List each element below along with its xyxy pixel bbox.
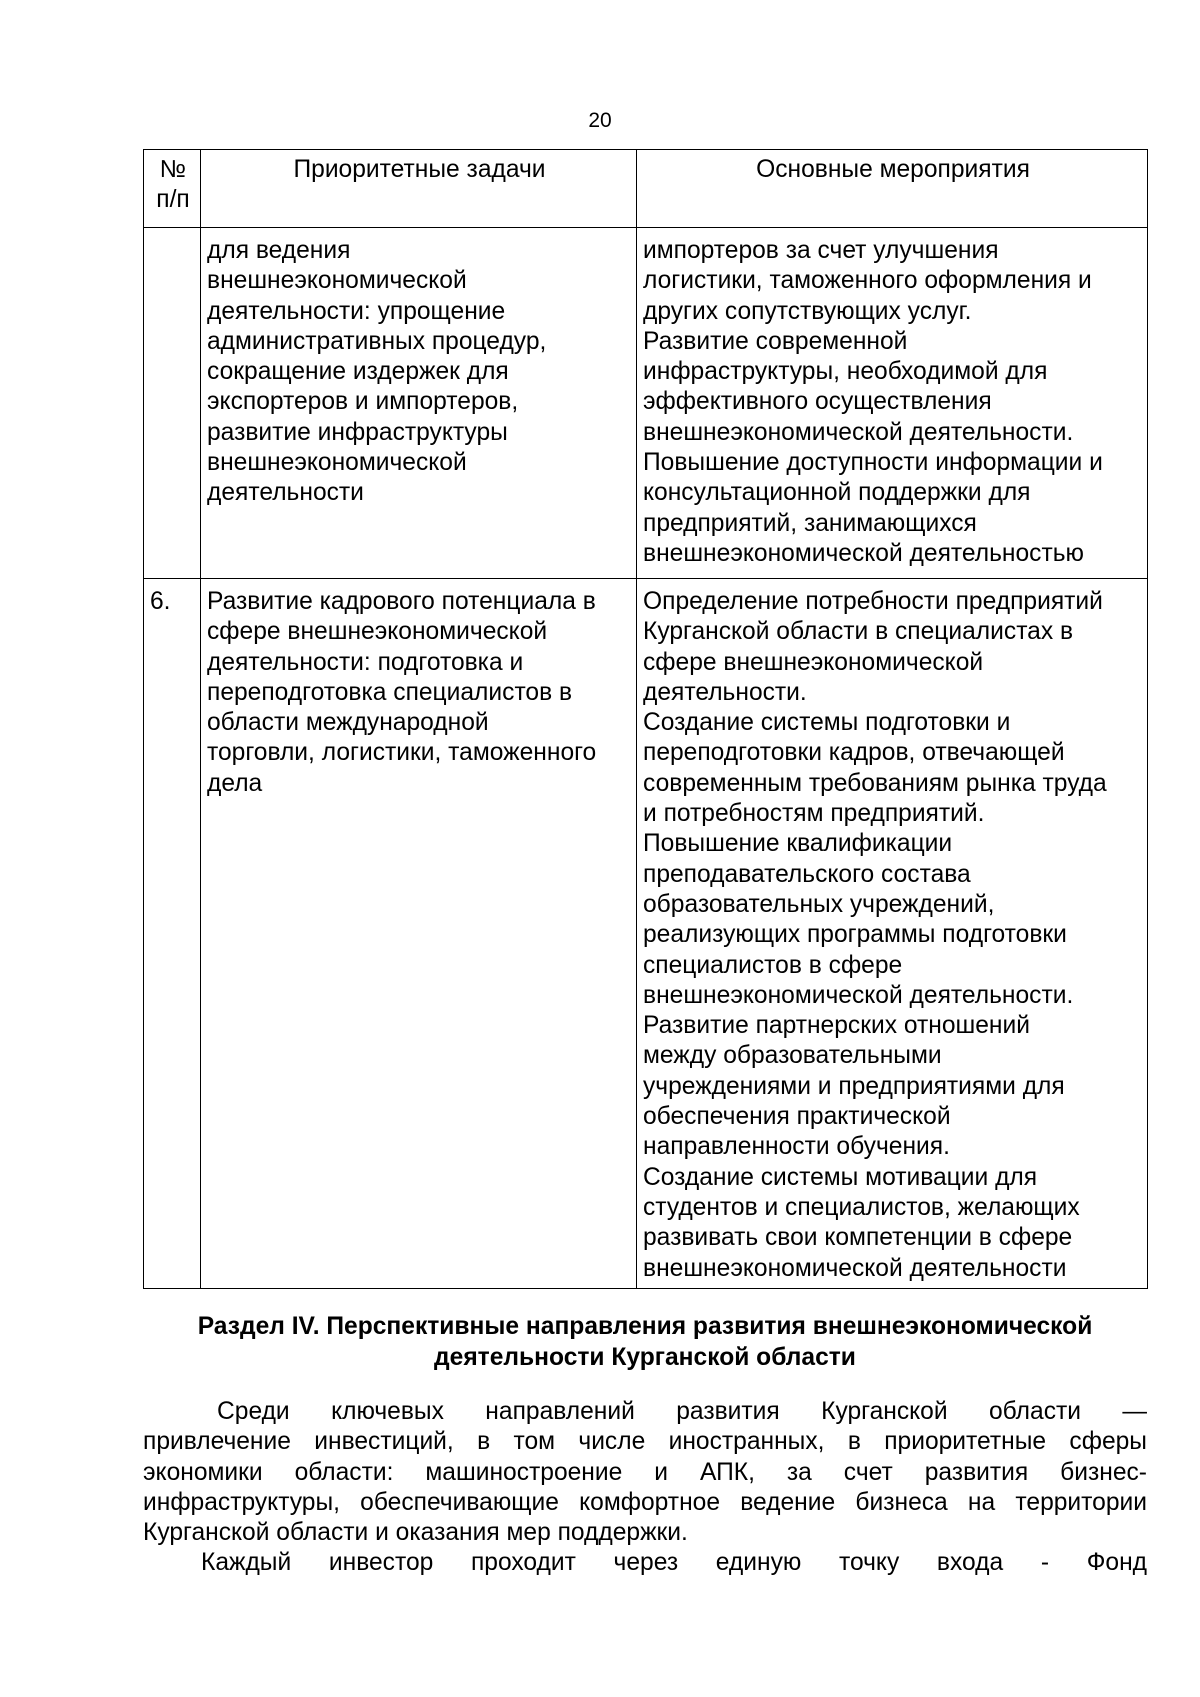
cell-text-line: учреждениями и предприятиями для [643,1072,1065,1100]
cell-text-line: специалистов в сфере [643,951,903,979]
action-cell [637,579,1148,1289]
cell-text-line: Создание системы подготовки и [643,709,1011,737]
cell-text-line: внешнеэкономической деятельности. [643,981,1074,1009]
cell-text-line: направленности обучения. [643,1133,950,1161]
cell-text-line: деятельности. [643,678,807,706]
task-cell [201,228,637,579]
cell-text-line: внешнеэкономической деятельности. [643,418,1074,446]
cell-text-line: обеспечения практической [643,1103,951,1131]
cell-text-line: административных процедур, [207,327,547,355]
cell-text-line: преподавательского состава [643,860,971,888]
cell-text-line: эффективного осуществления [643,388,992,416]
page-number: 20 [588,109,612,132]
cell-text-line: деятельности [207,479,364,507]
cell-text-line: между образовательными [643,1042,942,1070]
cell-text-line: переподготовки кадров, отвечающей [643,739,1065,767]
header-num: № п/п [144,150,201,228]
cell-text-line: Определение потребности предприятий [643,588,1103,615]
section-heading-line: Раздел IV. Перспективные направления развития внешнеэкономической [197,1313,1093,1340]
action-cell [637,228,1148,579]
header-actions: Основные мероприятия [637,150,1148,228]
cell-text-line: переподготовка специалистов в [207,678,573,706]
cell-text-line: современным требованиям рынка труда [643,769,1107,797]
cell-text-line: студентов и специалистов, желающих [643,1193,1080,1221]
cell-text-line: инфраструктуры, необходимой для [643,358,1048,386]
cell-text-line: сокращение издержек для [207,358,509,386]
cell-text-line: импортеров за счет улучшения [643,237,999,264]
paragraph-line: экономики области: машиностроение и АПК, за счет развития бизнес- [143,1458,1147,1486]
cell-text-line: торговли, логистики, таможенного [207,739,597,767]
cell-text-line: Повышение доступности информации и [643,449,1103,477]
cell-text-line: деятельности: упрощение [207,297,506,325]
cell-text-line: внешнеэкономической [207,267,467,295]
paragraph-line: инфраструктуры, обеспечивающие комфортное ведение бизнеса на территории [143,1488,1147,1516]
cell-text-line: развитие инфраструктуры [207,418,508,446]
cell-text-line: сфере внешнеэкономической [207,618,548,646]
paragraph-line: привлечение инвестиций, в том числе иностранных, в приоритетные сферы [143,1428,1147,1456]
row-number-cell [144,228,201,579]
cell-text-line: Развитие партнерских отношений [643,1012,1030,1040]
row-number-cell: 6. [144,579,201,1289]
table-row [144,579,1148,1289]
section-heading [143,1311,1147,1373]
paragraph-line: Курганской области и оказания мер поддержки. [143,1519,688,1547]
cell-text-line: дела [207,769,263,797]
cell-text-line: консультационной поддержки для [643,479,1031,507]
cell-text-line: сфере внешнеэкономической [643,648,984,676]
section-heading-line: деятельности Курганской области [434,1344,856,1371]
cell-text-line: других сопутствующих услуг. [643,297,972,325]
table-header-row [144,150,1148,228]
cell-text-line: деятельности: подготовка и [207,648,524,676]
cell-text-line: экспортеров и импортеров, [207,388,519,416]
cell-text-line: реализующих программы подготовки [643,921,1067,949]
cell-text-line: развивать свои компетенции в сфере [643,1224,1073,1252]
cell-text-line: Развитие современной [643,327,908,355]
cell-text-line: образовательных учреждений, [643,890,995,918]
measures-table [143,149,1148,1289]
cell-text-line: Повышение квалификации [643,830,953,858]
task-cell [201,579,637,1289]
cell-text-line: внешнеэкономической [207,449,467,477]
cell-text-line: внешнеэкономической деятельностью [643,539,1084,567]
paragraph-line: Каждый инвестор проходит через единую точку входа - Фонд [201,1549,1147,1577]
paragraph [143,1548,1147,1578]
cell-text-line: и потребностям предприятий. [643,800,985,828]
cell-text-line: для ведения [207,237,351,264]
cell-text-line: области международной [207,709,489,737]
cell-text-line: предприятий, занимающихся [643,509,977,537]
cell-text-line: внешнеэкономической деятельности [643,1254,1067,1282]
cell-text-line: Развитие кадрового потенциала в [207,588,596,615]
cell-text-line: логистики, таможенного оформления и [643,267,1092,295]
cell-text-line: Создание системы мотивации для [643,1163,1038,1191]
cell-text-line: Курганской области в специалистах в [643,618,1074,646]
table-row [144,228,1148,579]
paragraph [143,1397,1147,1548]
header-tasks: Приоритетные задачи [201,150,637,228]
paragraph-line: Среди ключевых направлений развития Курганской области — [217,1398,1147,1425]
body-text [143,1397,1147,1579]
